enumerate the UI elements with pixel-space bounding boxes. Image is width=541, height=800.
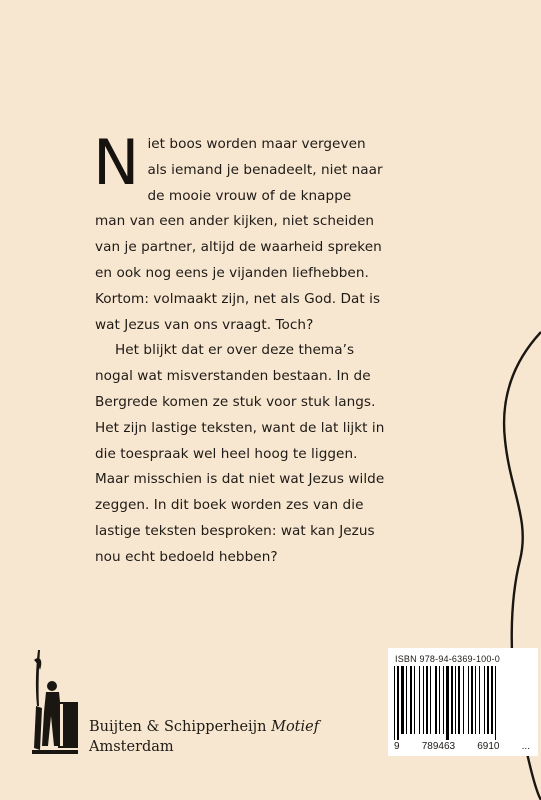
barcode-bar <box>463 666 464 734</box>
publisher-imprint <box>89 717 319 757</box>
barcode-bar <box>446 666 449 740</box>
barcode-bar <box>443 666 444 734</box>
barcode-bar <box>406 666 407 734</box>
barcode-bar <box>423 666 424 734</box>
barcode-bar <box>426 666 428 734</box>
drop-cap: N <box>93 126 140 199</box>
barcode-bar <box>475 666 476 734</box>
barcode-bar <box>468 666 469 734</box>
barcode-digits <box>394 741 530 752</box>
barcode-bar <box>394 666 395 740</box>
publisher-name-line <box>89 717 319 737</box>
publisher-name: Buijten & Schipperheijn <box>89 719 267 735</box>
barcode-digit-group: 6910 <box>477 741 500 752</box>
blurb-paragraph-1-text: iet boos worden maar vergeven als iemand je benadeelt, niet naar de mooie vrouw of de knappe man van een ander kijken, niet scheiden van je partner, altijd de waarheid spreken en ook nog eens je vijanden liefhebben. Kortom: volmaakt zijn, net als God. Dat is wat Jezus van ons vraagt. Toch? <box>95 136 383 333</box>
barcode-bar <box>455 666 456 734</box>
barcode-bar <box>458 666 460 734</box>
barcode-bar <box>414 666 415 734</box>
barcode-bar <box>479 666 480 734</box>
back-cover-blurb <box>93 126 385 571</box>
barcode-digit-group: 9 <box>394 741 400 752</box>
barcode-bar <box>401 666 404 734</box>
barcode-bar <box>451 666 453 734</box>
barcode-bar <box>430 666 431 734</box>
barcode-bar <box>495 666 496 740</box>
barcode-bar <box>419 666 420 734</box>
publisher-series: Motief <box>271 719 320 735</box>
barcode-bar <box>471 666 473 734</box>
barcode <box>394 666 532 740</box>
barcode-digit-group: ... <box>521 741 530 752</box>
barcode-bar <box>484 666 485 734</box>
barcode-bar <box>487 666 489 734</box>
barcode-bar <box>435 666 437 734</box>
barcode-bar <box>410 666 412 734</box>
barcode-bar <box>491 666 493 734</box>
isbn-label: ISBN 978-94-6369-100-0 <box>395 654 500 664</box>
knight-with-book-logo-icon <box>26 646 80 758</box>
blurb-paragraph-2: Het blijkt dat er over deze thema’s nogal wat misverstanden bestaan. In de Bergrede komen ze stuk voor stuk langs. Het zijn lastige teksten, want de lat lijkt in die toespraak wel heel hoog te liggen. Maar misschien is dat niet wat Jezus wilde zeggen. In dit boek worden zes van die lastige teksten besproken: wat kan Jezus nou echt bedoeld hebben? <box>95 342 385 565</box>
blurb-paragraph-1 <box>93 126 385 338</box>
isbn-barcode-box <box>388 648 538 756</box>
barcode-bar <box>397 666 399 740</box>
publisher-city: Amsterdam <box>89 739 174 755</box>
barcode-bar <box>439 666 440 734</box>
barcode-digit-group: 789463 <box>421 741 456 752</box>
